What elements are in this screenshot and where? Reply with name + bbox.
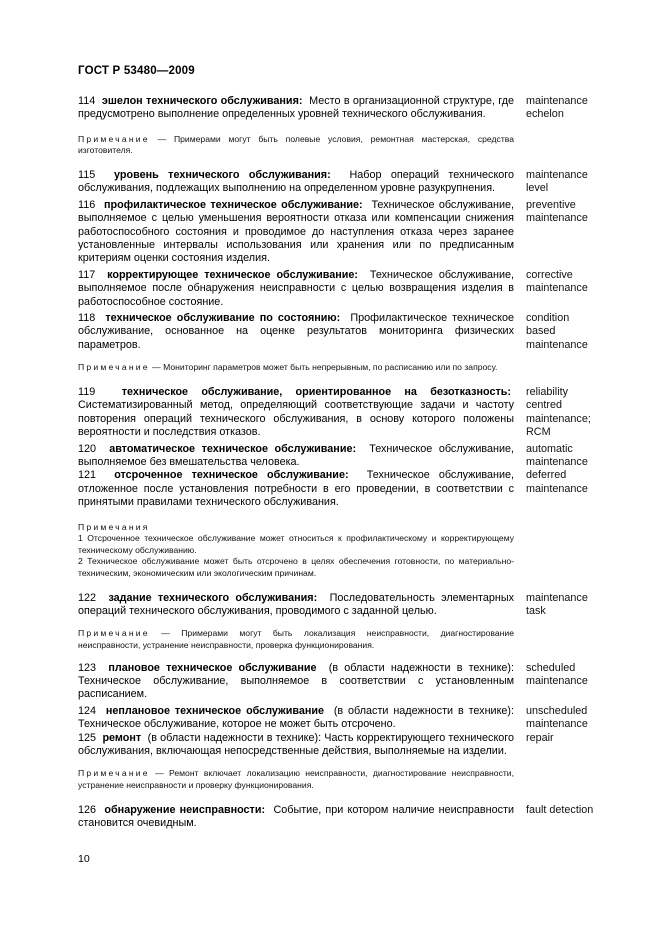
- term-entry-114: [78, 95, 628, 122]
- term-number: 123: [78, 661, 97, 674]
- term-entry-115: [78, 169, 628, 196]
- term-number: 116: [78, 198, 96, 211]
- term-name: уровень технического обслуживания:: [114, 169, 331, 181]
- note-text: — Ремонт включает локализацию неисправности, диагностирование неисправности, устранение неисправности и проверку функционирования.: [78, 768, 514, 790]
- term-number: 115: [78, 169, 96, 181]
- note-text: — Мониторинг параметров может быть непрерывным, по расписанию или по запросу.: [152, 362, 498, 373]
- term-note-114: [78, 134, 514, 157]
- term-english: repair: [526, 731, 554, 744]
- term-english: corrective maintenance: [526, 268, 588, 295]
- term-note-125: [78, 768, 514, 791]
- term-english: maintenance task: [526, 591, 588, 617]
- term-number: 125: [78, 731, 97, 744]
- term-english: reliability centred maintenance; RCM: [526, 385, 591, 439]
- term-definition: Техническое обслуживание, отложенное после установления потребности в его проведении, в соответствии с принятыми правилами технического обслуживания.: [78, 469, 515, 509]
- page-number: 10: [78, 853, 90, 865]
- term-entry-117: [78, 269, 628, 309]
- term-definition: Последовательность элементарных операций технического обслуживания, проводимого с заданной целью.: [78, 591, 515, 617]
- term-name: автоматическое техническое обслуживание:: [109, 442, 357, 455]
- term-number: 114: [78, 95, 96, 107]
- term-entry-121: [78, 469, 628, 509]
- term-name: обнаружение неисправности:: [104, 803, 266, 816]
- term-name: эшелон технического обслуживания:: [101, 95, 303, 107]
- term-number: 121: [78, 469, 97, 482]
- term-number: 117: [78, 268, 96, 281]
- term-english: condition based maintenance: [526, 312, 588, 351]
- term-number: 120: [78, 442, 97, 455]
- term-definition: Систематизированный метод, определяющий соответствующие задачи и частоту повторения операций технического обслуживания, в основу которого положены вероятности и последствия отказов.: [78, 399, 514, 439]
- term-definition: Техническое обслуживание, выполняемое без вмешательства человека.: [78, 442, 515, 468]
- term-number: 119: [78, 385, 96, 398]
- note-label: Примечание: [78, 768, 150, 779]
- term-entry-120: [78, 443, 628, 470]
- note-label: Примечание: [78, 628, 150, 639]
- term-name: корректирующее техническое обслуживание:: [107, 268, 358, 281]
- term-number: 118: [78, 312, 96, 325]
- term-notes-121: [78, 522, 514, 580]
- term-name: ремонт: [102, 731, 142, 744]
- term-note-118: [78, 362, 514, 374]
- note-text: — Примерами могут быть полевые условия, ремонтная мастерская, средства изготовителя.: [78, 133, 514, 156]
- term-definition: Техническое обслуживание, выполняемое с целью уменьшения вероятности отказа или компенсации снижения работоспособного состояния и проводимое до наступления отказа через заранее установленные интервалы использования или хранения или по предписанным критериям оценки состояния изделия.: [78, 198, 515, 265]
- term-definition: Техническое обслуживание, выполняемое после обнаружения неисправности с целью возвращения изделия в работоспособное состояние.: [78, 268, 514, 308]
- term-number: 122: [78, 591, 97, 604]
- term-entry-124: [78, 705, 628, 732]
- term-english: automatic maintenance: [526, 442, 588, 468]
- terms-list: [78, 92, 628, 830]
- term-number: 126: [78, 803, 97, 816]
- note-item-1: 1 Отсроченное техническое обслуживание может относиться к профилактическому и корректирующему техническому обслуживанию.: [78, 533, 514, 555]
- term-english: scheduled maintenance: [526, 661, 588, 687]
- term-entry-122: [78, 592, 628, 619]
- term-entry-119: [78, 386, 628, 440]
- term-definition: Профилактическое техническое обслуживание, основанное на оценке результатов мониторинга физических параметров.: [78, 312, 515, 351]
- term-name: плановое техническое обслуживание: [108, 661, 317, 674]
- note-label: Примечание: [78, 362, 150, 373]
- term-definition: Место в организационной структуре, где предусмотрено выполнение определенных уровней технического обслуживания.: [78, 95, 515, 121]
- term-name: задание технического обслуживания:: [108, 591, 318, 604]
- term-number: 124: [78, 704, 97, 717]
- term-name: профилактическое техническое обслуживание:: [104, 198, 363, 211]
- term-name: техническое обслуживание, ориентированное на безотказность:: [121, 385, 511, 398]
- term-definition: (в области надежности в технике): Техническое обслуживание, которое не может быть отсрочено.: [78, 704, 515, 731]
- term-english: maintenance level: [526, 169, 588, 195]
- term-definition: Набор операций технического обслуживания, подлежащих выполнению на определенном уровне разукрупнения.: [78, 169, 514, 195]
- term-definition: (в области надежности в технике): Часть корректирующего технического обслуживания, включающая непосредственные действия, выполняемые на изделии.: [78, 731, 514, 757]
- term-entry-116: [78, 199, 628, 266]
- term-definition: Событие, при котором наличие неисправности становится очевидным.: [78, 803, 515, 829]
- note-item-2: 2 Техническое обслуживание может быть отсрочено в целях обеспечения готовности, по материально-техническим, экономическим или экологическим причинам.: [78, 556, 514, 578]
- term-english: deferred maintenance: [526, 469, 588, 495]
- term-entry-126: [78, 804, 628, 831]
- notes-title: Примечания: [78, 521, 150, 532]
- term-name: техническое обслуживание по состоянию:: [105, 312, 341, 325]
- term-note-122: [78, 628, 514, 651]
- term-english: maintenance echelon: [526, 95, 588, 121]
- note-text: — Примерами могут быть локализация неисправности, диагностирование неисправности, устранение неисправности, проверка функционирования.: [78, 628, 515, 650]
- term-entry-118: [78, 312, 628, 352]
- term-entry-123: [78, 662, 628, 702]
- term-name: неплановое техническое обслуживание: [105, 704, 324, 717]
- term-definition: (в области надежности в технике): Техническое обслуживание, выполняемое в соответствии с установленным расписанием.: [78, 661, 515, 701]
- term-name: отсроченное техническое обслуживание:: [114, 469, 349, 482]
- term-english: unscheduled maintenance: [526, 704, 588, 731]
- term-english: preventive maintenance: [526, 198, 588, 225]
- note-label: Примечание: [78, 133, 150, 144]
- term-english: fault detection: [526, 803, 594, 816]
- page-header-doc-id: ГОСТ Р 53480—2009: [78, 65, 195, 77]
- term-entry-125: [78, 732, 628, 759]
